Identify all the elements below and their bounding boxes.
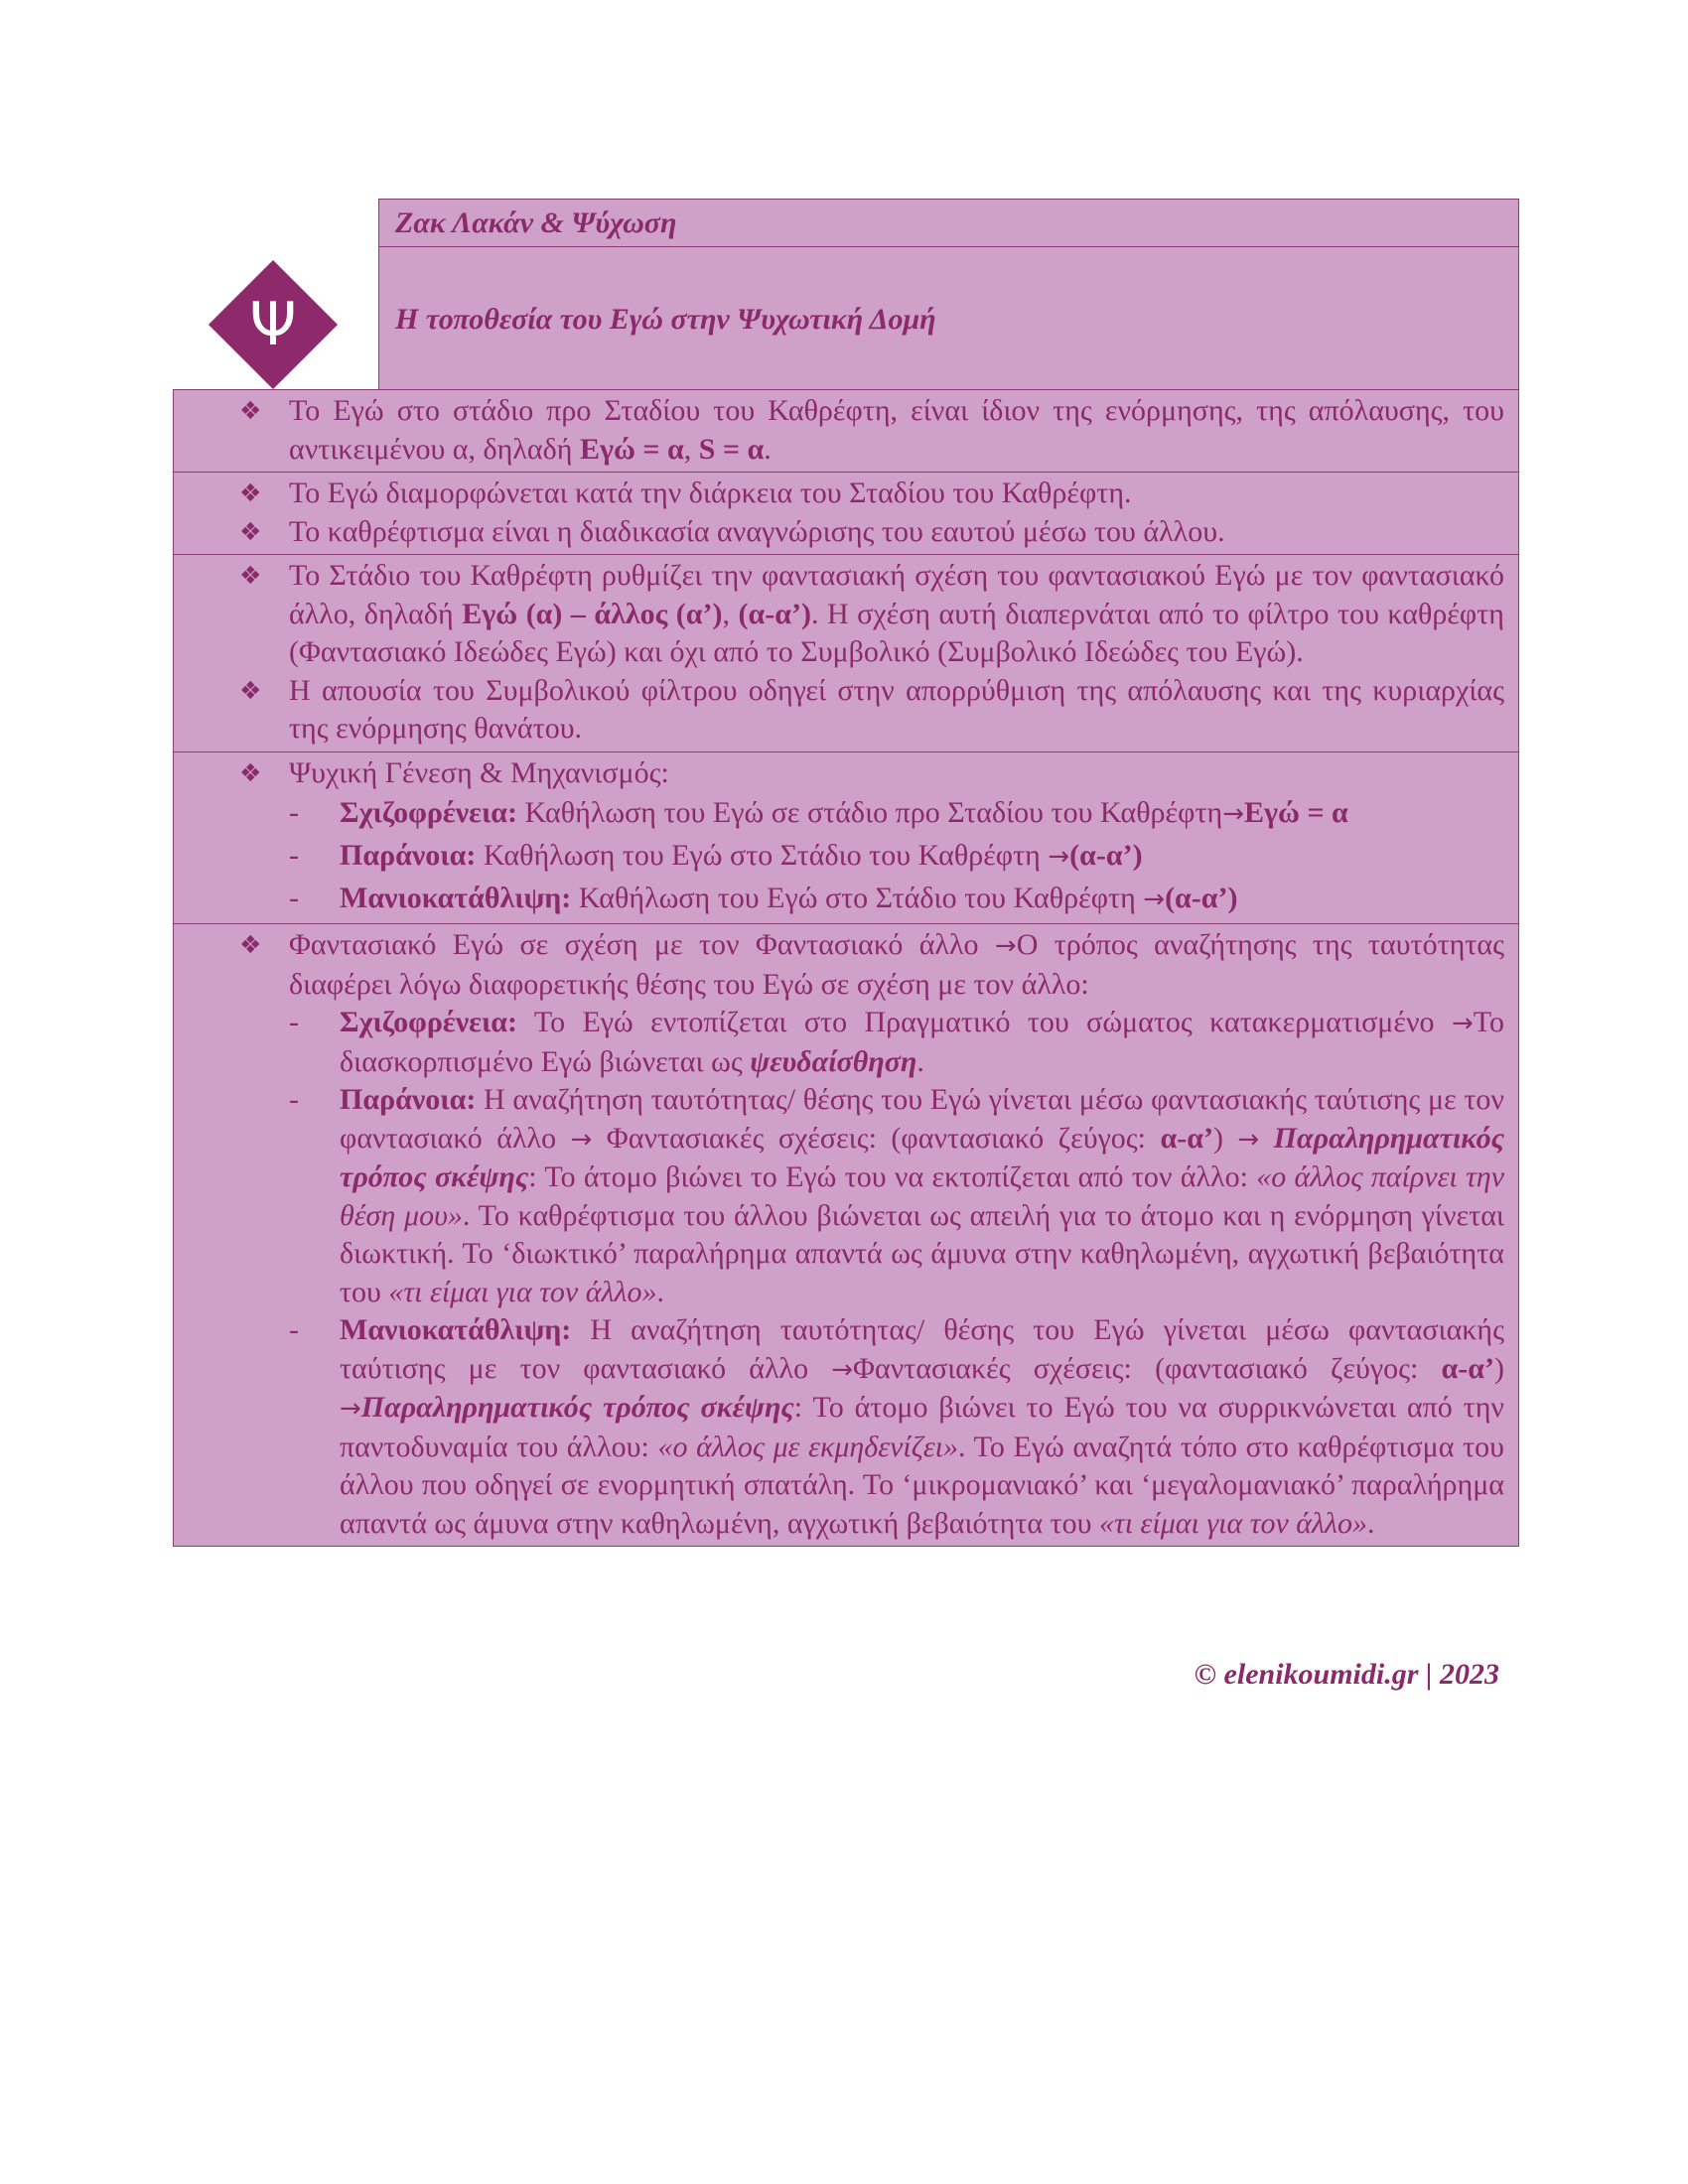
item-bold: (α-α’) bbox=[1165, 882, 1238, 914]
section-psychic-genesis bbox=[174, 751, 1518, 924]
term-label: Παράνοια: bbox=[340, 1083, 477, 1116]
item-text: , bbox=[683, 432, 699, 466]
sub-item-schizophrenia bbox=[174, 1004, 1504, 1081]
item-text: Το Εγώ εντοπίζεται στο Πραγματικό του σώματος κατακερματισμένο bbox=[517, 1006, 1452, 1038]
item-text: . bbox=[916, 1044, 924, 1078]
list-item bbox=[174, 754, 1504, 793]
sub-item-paranoia bbox=[174, 835, 1504, 878]
item-bold: α-α’ bbox=[1441, 1351, 1494, 1385]
item-text: Καθήλωση του Εγώ στο Στάδιο του Καθρέφτη bbox=[476, 839, 1049, 872]
arrow-right-icon: → bbox=[340, 1394, 361, 1424]
arrow-right-icon: → bbox=[1237, 1124, 1260, 1155]
list-item bbox=[174, 392, 1504, 469]
dash-marker: - bbox=[289, 1313, 299, 1346]
sub-item-manic-depression bbox=[174, 878, 1504, 920]
section-identity-search bbox=[174, 923, 1518, 1546]
dash-marker: - bbox=[289, 882, 299, 914]
item-text: Το Εγώ στο στάδιο προ Σταδίου του Καθρέφτη, είναι ίδιον της ενόρμησης, της απόλαυσης, του αντικειμένου α, δηλαδή bbox=[289, 394, 1504, 466]
document-title: Ζακ Λακάν & Ψύχωση bbox=[379, 200, 1518, 247]
item-bold-italic: Παραληρηματικός τρόπος σκέψης bbox=[360, 1391, 794, 1424]
sub-item-schizophrenia bbox=[174, 792, 1504, 835]
dash-marker: - bbox=[289, 1006, 299, 1038]
term-label: Μανιοκατάθλιψη: bbox=[340, 1313, 572, 1346]
term-label: Σχιζοφρένεια: bbox=[340, 796, 517, 829]
bullet-icon: ❖ bbox=[239, 561, 262, 590]
item-bold: S = α bbox=[698, 432, 765, 466]
item-text: Φαντασιακές σχέσεις: (φαντασιακό ζεύγος: bbox=[592, 1121, 1161, 1155]
arrow-right-icon: → bbox=[994, 931, 1017, 961]
item-text: Φαντασιακό Εγώ σε σχέση με τον Φαντασιακό άλλο bbox=[289, 928, 995, 961]
item-text: Το Στάδιο του Καθρέφτη ρυθμίζει την φαντασιακή σχέση του φαντασιακού Εγώ με τον φαντασιακό άλλο, δηλαδή bbox=[289, 559, 1504, 630]
arrow-right-icon: → bbox=[1451, 1009, 1474, 1038]
sub-item-manic-depression bbox=[174, 1311, 1504, 1543]
sub-item-paranoia bbox=[174, 1081, 1504, 1311]
item-text: Ψυχική Γένεση & Μηχανισμός: bbox=[289, 755, 669, 789]
item-text: . bbox=[656, 1275, 664, 1308]
item-text: ) bbox=[1494, 1351, 1504, 1385]
dash-marker: - bbox=[289, 839, 299, 872]
list-item bbox=[174, 513, 1504, 552]
item-text: . bbox=[1367, 1506, 1375, 1540]
item-text: . bbox=[764, 432, 772, 466]
item-text: Φαντασιακές σχέσεις: (φαντασιακό ζεύγος: bbox=[853, 1351, 1442, 1385]
section-ego-pre-mirror bbox=[174, 390, 1518, 472]
term-label: Σχιζοφρένεια: bbox=[340, 1006, 517, 1038]
item-text: Η αναζήτηση ταυτότητας/ θέσης του Εγώ γίνεται μέσω φαντασιακής ταύτισης με τον φαντασιακό άλλο bbox=[340, 1083, 1504, 1155]
item-text: Το καθρέφτισμα είναι η διαδικασία αναγνώρισης του εαυτού μέσω του άλλου. bbox=[289, 514, 1225, 548]
item-bold: (α-α’) bbox=[738, 597, 811, 630]
bullet-icon: ❖ bbox=[239, 478, 262, 507]
term-label: Μανιοκατάθλιψη: bbox=[340, 882, 572, 914]
item-quote: «τι είμαι για τον άλλο» bbox=[388, 1275, 657, 1308]
item-text: . Το καθρέφτισμα του άλλου βιώνεται ως απειλή για το άτομο και η ενόρμηση γίνεται διωκτική. Το ‘διωκτικό’ παραλήρημα απαντά ως άμυνα στην καθηλωμένη, αγχωτική βεβαιότητα του bbox=[340, 1198, 1504, 1308]
item-bold: Εγώ (α) – άλλος (α’) bbox=[462, 597, 723, 630]
copyright-footer: © elenikoumidi.gr | 2023 bbox=[1194, 1658, 1499, 1691]
item-quote: «τι είμαι για τον άλλο» bbox=[1098, 1506, 1368, 1540]
item-text: , bbox=[722, 597, 739, 630]
list-item bbox=[174, 672, 1504, 749]
document-subtitle: Η τοποθεσία του Εγώ στην Ψυχωτική Δομή bbox=[395, 302, 936, 336]
item-text: Το Εγώ διαμορφώνεται κατά την διάρκεια του Σταδίου του Καθρέφτη. bbox=[289, 477, 1132, 509]
item-text: . Το Εγώ αναζητά τόπο στο καθρέφτισμα του άλλου που οδηγεί σε ενορμητική σπατάλη. Το ‘μικρομανιακό’ και ‘μεγαλομανιακό’ παραλήρημα απαντά ως άμυνα στην καθηλωμένη, αγχωτική βεβαιότητα του bbox=[340, 1430, 1504, 1540]
item-bold-italic: Παραληρηματικός τρόπος σκέψης bbox=[340, 1121, 1504, 1193]
item-bold: Εγώ = α bbox=[579, 432, 684, 466]
psi-icon: Ψ bbox=[249, 290, 297, 359]
dash-marker: - bbox=[289, 1083, 299, 1116]
bullet-icon: ❖ bbox=[239, 516, 262, 546]
item-quote: «ο άλλος παίρνει την θέση μου» bbox=[340, 1160, 1505, 1232]
bullet-icon: ❖ bbox=[239, 675, 262, 705]
header-box bbox=[378, 199, 1519, 390]
item-text: Η απουσία του Συμβολικού φίλτρου οδηγεί στην απορρύθμιση της απόλαυσης και της κυριαρχίας της ενόρμησης θανάτου. bbox=[289, 673, 1504, 745]
item-text: : Το άτομο βιώνει το Εγώ του να συρρικνώνεται από την παντοδυναμία του άλλου: bbox=[340, 1391, 1504, 1463]
psi-logo bbox=[205, 256, 342, 393]
bullet-icon: ❖ bbox=[239, 930, 262, 959]
arrow-right-icon: → bbox=[1222, 799, 1244, 829]
item-bold-italic: ψευδαίσθηση bbox=[750, 1044, 917, 1078]
arrow-right-icon: → bbox=[570, 1124, 593, 1155]
item-text: Το διασκορπισμένο Εγώ βιώνεται ως bbox=[340, 1006, 1504, 1078]
section-mirror-stage bbox=[174, 472, 1518, 554]
item-bold: (α-α’) bbox=[1069, 839, 1143, 872]
bullet-icon: ❖ bbox=[239, 396, 262, 425]
term-label: Παράνοια: bbox=[340, 839, 477, 872]
arrow-right-icon: → bbox=[1048, 842, 1070, 872]
item-text: Καθήλωση του Εγώ σε στάδιο προ Σταδίου του Καθρέφτη bbox=[517, 796, 1223, 829]
item-text: Καθήλωση του Εγώ στο Στάδιο του Καθρέφτη bbox=[571, 882, 1144, 914]
list-item bbox=[174, 475, 1504, 513]
item-quote: «ο άλλος με εκμηδενίζει» bbox=[657, 1430, 959, 1463]
item-text: . Η σχέση αυτή διαπερνάται από το φίλτρο του καθρέφτη (Φαντασιακό Ιδεώδες Εγώ) και όχι από το Συμβολικό (Συμβολικό Ιδεώδες του Εγώ). bbox=[289, 597, 1504, 668]
item-text: : Το άτομο βιώνει το Εγώ του να εκτοπίζεται από τον άλλο: bbox=[528, 1160, 1257, 1193]
dash-marker: - bbox=[289, 796, 299, 829]
item-text: Ο τρόπος αναζήτησης της ταυτότητας διαφέρει λόγω διαφορετικής θέσης του Εγώ σε σχέση με τον άλλο: bbox=[289, 928, 1504, 1001]
arrow-right-icon: → bbox=[831, 1354, 854, 1385]
content-table bbox=[173, 389, 1519, 1547]
list-item bbox=[174, 926, 1504, 1004]
bullet-icon: ❖ bbox=[239, 757, 262, 787]
item-text: Η αναζήτηση ταυτότητας/ θέσης του Εγώ γίνεται μέσω φαντασιακής ταύτισης με τον φαντασιακό άλλο bbox=[340, 1313, 1504, 1385]
list-item bbox=[174, 557, 1504, 672]
section-imaginary-relation bbox=[174, 554, 1518, 751]
arrow-right-icon: → bbox=[1143, 885, 1166, 914]
item-bold: α-α’ bbox=[1160, 1121, 1213, 1155]
item-text: ) bbox=[1212, 1121, 1238, 1155]
item-bold: Εγώ = α bbox=[1243, 796, 1348, 829]
